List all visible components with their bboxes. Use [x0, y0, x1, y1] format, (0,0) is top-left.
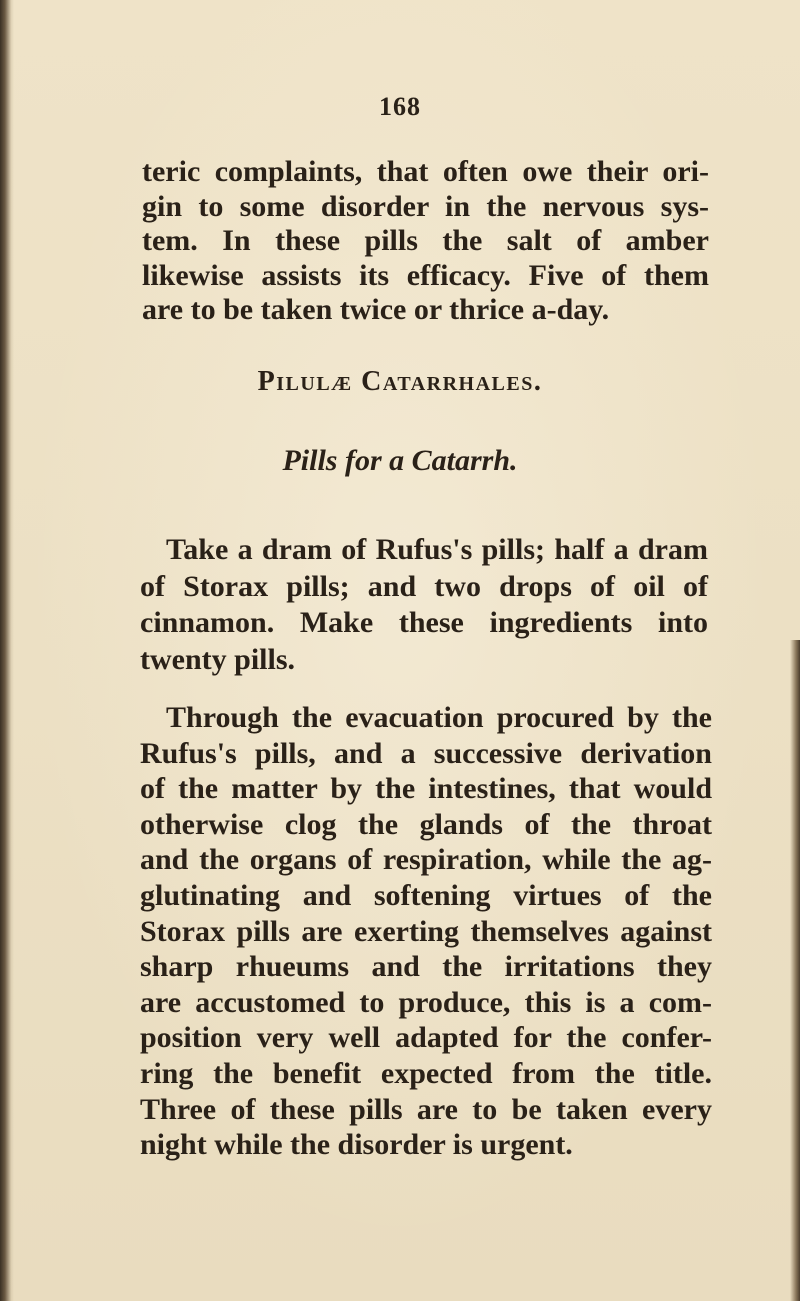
- text-line: of the matter by the intestines, that would: [140, 772, 712, 806]
- text-line: Rufus's pills, and a successive derivation: [140, 736, 712, 770]
- text-line: gin to some disorder in the nervous sys-: [142, 189, 709, 223]
- text-line: otherwise clog the glands of the throat: [140, 807, 712, 841]
- text-line: glutinating and softening virtues of the: [140, 878, 712, 912]
- text-line: and the organs of respiration, while the ag-: [140, 843, 712, 877]
- text-line: twenty pills.: [140, 642, 296, 676]
- text-line: ring the benefit expected from the title.: [140, 1056, 712, 1090]
- page-edge-right: [790, 640, 800, 1301]
- text-line: of Storax pills; and two drops of oil of: [140, 569, 708, 603]
- text-line: Three of these pills are to be taken every: [140, 1092, 712, 1126]
- text-line: tem. In these pills the salt of amber: [142, 224, 709, 257]
- text-line: are to be taken twice or thrice a-day.: [142, 293, 610, 326]
- page-edge-left: [0, 0, 14, 1301]
- text-line: likewise assists its efficacy. Five of them: [142, 258, 709, 292]
- text-line: Storax pills are exerting themselves against: [140, 914, 712, 948]
- text-line: night while the disorder is urgent.: [140, 1128, 573, 1162]
- continuation-paragraph: [142, 155, 709, 328]
- text-line: position very well adapted for the confer-: [140, 1021, 712, 1055]
- recipe-heading: Pilulæ Catarrhales.: [257, 366, 543, 397]
- recipe-paragraph: [140, 532, 708, 678]
- text-line: teric complaints, that often owe their ori-: [142, 155, 709, 188]
- text-line: cinnamon. Make these ingredients into: [140, 606, 708, 639]
- explanation-paragraph: [140, 700, 712, 1163]
- text-line: Take a dram of Rufus's pills; half a dram: [166, 533, 708, 566]
- recipe-subheading: Pills for a Catarrh.: [282, 444, 518, 477]
- page-number: 168: [379, 92, 421, 121]
- text-line: sharp rhueums and the irritations they: [140, 950, 712, 984]
- text-line: Through the evacuation procured by the: [166, 701, 712, 734]
- text-line: are accustomed to produce, this is a com-: [140, 985, 712, 1019]
